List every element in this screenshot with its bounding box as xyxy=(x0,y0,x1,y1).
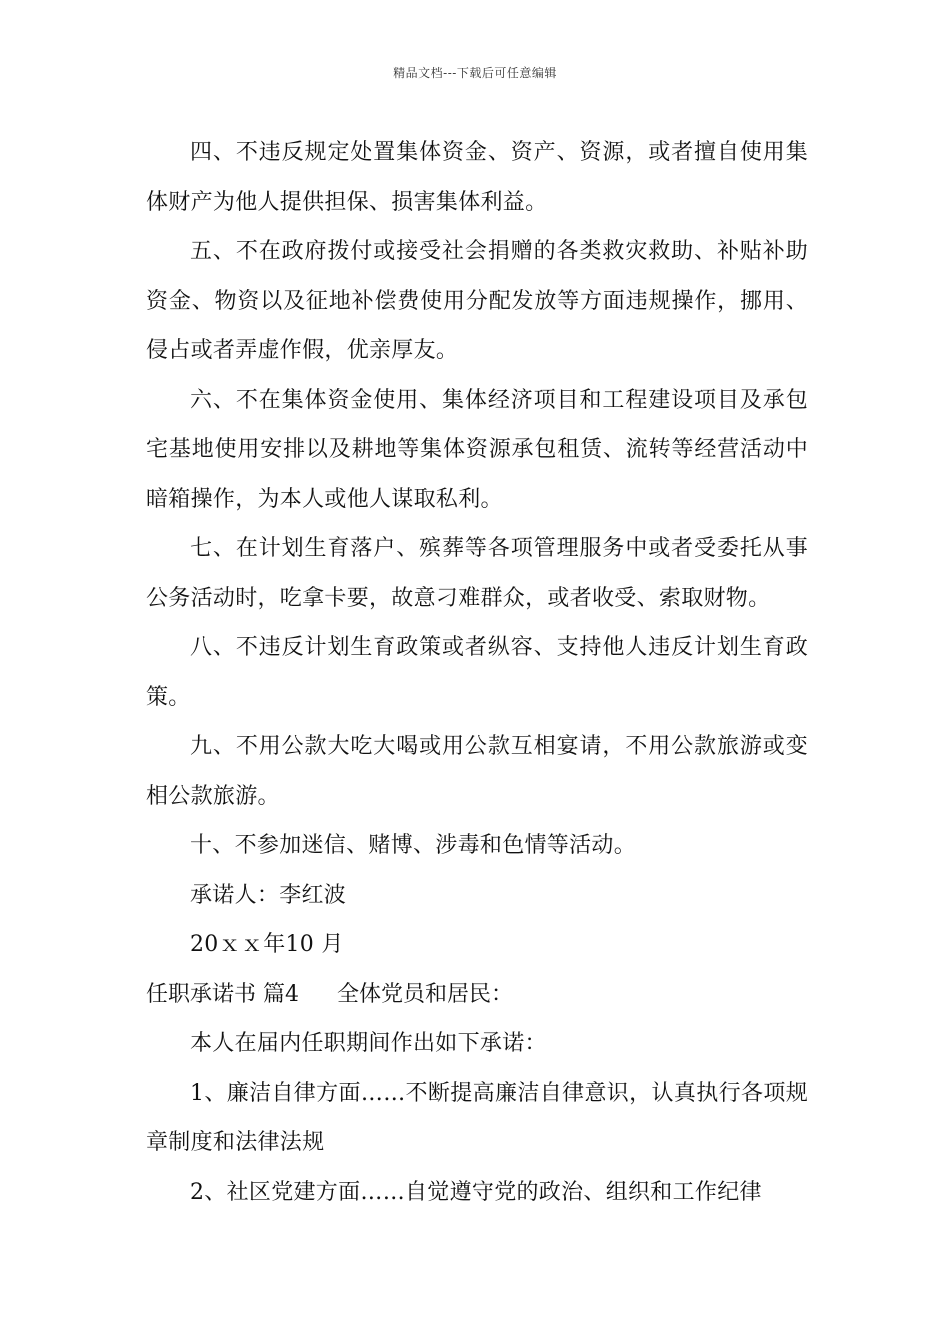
document-body xyxy=(146,128,808,1217)
commitment-item-1: 1、廉洁自律方面……不断提高廉洁自律意识，认真执行各项规章制度和法律法规 xyxy=(146,1080,808,1155)
commitment-item-2: 2、社区党建方面……自觉遵守党的政治、组织和工作纪律 xyxy=(190,1179,762,1205)
page-header: 精品文档---下载后可任意编辑 xyxy=(393,66,557,80)
clause-6: 六、不在集体资金使用、集体经济项目和工程建设项目及承包宅基地使用安排以及耕地等集体资源承包租赁、流转等经营活动中暗箱操作，为本人或他人谋取私利。 xyxy=(146,387,808,512)
salutation: 全体党员和居民： xyxy=(337,981,514,1007)
clause-4: 四、不违反规定处置集体资金、资产、资源，或者擅自使用集体财产为他人提供担保、损害集体利益。 xyxy=(146,140,808,215)
clause-8: 八、不违反计划生育政策或者纵容、支持他人违反计划生育政策。 xyxy=(146,635,808,710)
commitment-intro: 本人在届内任职期间作出如下承诺： xyxy=(190,1031,547,1056)
clause-9: 九、不用公款大吃大喝或用公款互相宴请，不用公款旅游或变相公款旅游。 xyxy=(146,734,808,809)
signer-line: 承诺人：李红波 xyxy=(190,882,347,908)
section-heading xyxy=(146,970,808,1020)
date-line: 20ｘｘ年10 月 xyxy=(190,932,344,957)
clause-5: 五、不在政府拨付或接受社会捐赠的各类救灾救助、补贴补助资金、物资以及征地补偿费使用分配发放等方面违规操作，挪用、侵占或者弄虚作假，优亲厚友。 xyxy=(146,239,808,363)
clause-7: 七、在计划生育落户、殡葬等各项管理服务中或者受委托从事公务活动时，吃拿卡要，故意刁难群众，或者收受、索取财物。 xyxy=(146,536,808,611)
section-title: 任职承诺书 篇4 xyxy=(146,981,299,1007)
clause-10: 十、不参加迷信、赌博、涉毒和色情等活动。 xyxy=(190,833,637,858)
